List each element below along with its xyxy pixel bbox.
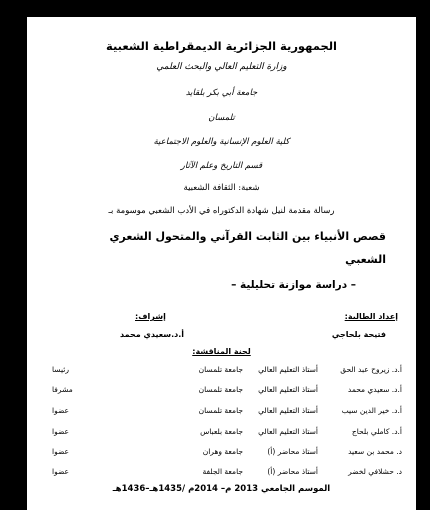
thesis-title-line-2: الشعبي [345,253,386,266]
member-university: جامعة وهران [202,447,243,456]
faculty-name: كلية العلوم الإنسانية والعلوم الاجتماعية [153,137,290,147]
committee-member [27,427,416,445]
member-rank: أستاذ التعليم العالي [258,365,318,374]
thesis-title-line-1: قصص الأنبياء بين الثابت القرآني والمتحول الشعري [109,230,386,243]
member-university: جامعة تلمسان [198,385,243,394]
member-rank: أستاذ محاضر (أ) [267,447,318,456]
branch-name: شعبة: الثقافة الشعبية [183,183,260,193]
university-name: جامعة أبي بكر بلقايد [185,88,258,98]
republic-name: الجمهورية الجزائرية الديمقراطية الشعبية [105,39,337,53]
member-role: رئيسا [52,365,69,374]
thesis-cover-page [27,17,416,510]
committee-member [27,365,416,383]
member-role: عضوا [52,467,69,476]
member-role: عضوا [52,447,69,456]
member-role: عضوا [52,406,69,415]
member-name: أ.د. كاملي بلحاج [351,427,402,436]
ministry-name: وزارة التعليم العالي والبحث العلمي [156,62,287,72]
member-name: د. حشلافي لخضر [348,467,402,476]
supervisor-name: أ.د.سعيدي محمد [120,330,185,339]
committee-member [27,467,416,485]
supervisor-label: إشراف: [135,312,166,321]
thesis-subtitle: – دراسة موازنة تحليلية – [231,279,356,291]
committee-member [27,406,416,424]
member-role: عضوا [52,427,69,436]
academic-season: الموسم الجامعي 2013 م– 2014م /1435هـ–1436هـ [112,484,331,494]
member-university: جامعة تلمسان [198,406,243,415]
committee-member [27,447,416,465]
department-name: قسم التاريخ وعلم الآثار [180,161,263,171]
member-university: جامعة تلمسان [198,365,243,374]
member-university: جامعة الجلفة [202,467,243,476]
thesis-intro: رسالة مقدمة لنيل شهادة الدكتوراه في الأدب الشعبي موسومة بـ [108,206,335,216]
member-university: جامعة بلعباس [200,427,243,436]
member-rank: أستاذ محاضر (أ) [267,467,318,476]
committee-list [27,365,416,481]
member-rank: أستاذ التعليم العالي [258,385,318,394]
committee-label: لجنة المناقشة: [192,347,251,356]
member-name: أ.د. سعيدي محمد [347,385,402,394]
member-rank: أستاذ التعليم العالي [258,427,318,436]
student-name: فتيحة بلحاجي [331,330,386,339]
city-name: تلمسان [208,113,235,123]
member-name: أ.د. خير الدين سيب [341,406,402,415]
committee-member [27,385,416,403]
member-name: أ.د. زيروح عبد الحق [340,365,402,374]
prepared-by-label: إعداد الطالبة: [344,312,398,321]
member-name: د. محمد بن سعيد [348,447,402,456]
member-role: مشرفا [52,385,73,394]
member-rank: أستاذ التعليم العالي [258,406,318,415]
